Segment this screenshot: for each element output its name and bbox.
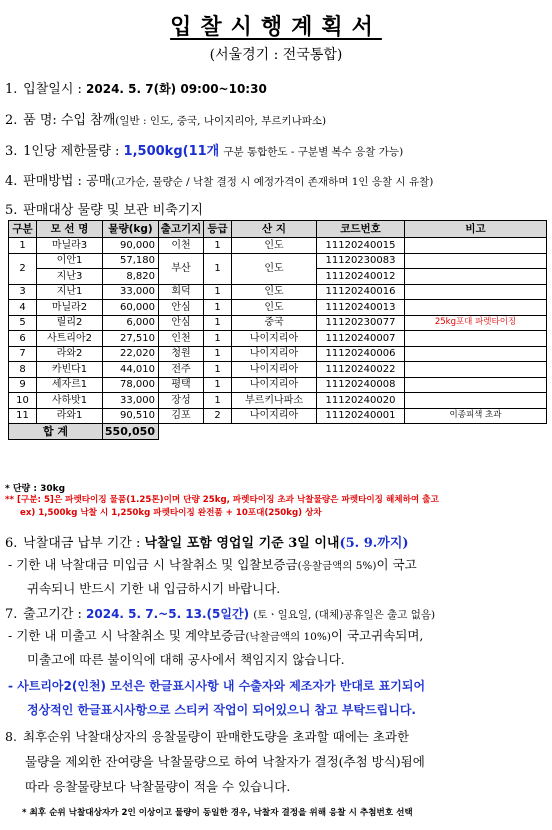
cell-origin: 인도 — [232, 253, 317, 284]
section-8-line3: 따라 응찰물량보다 낙찰물량이 적을 수 있습니다. — [25, 779, 291, 794]
label-notice-line1: - 사트리아2(인천) 모선은 한글표시사항 내 수출자와 제조자가 반대로 표기되어 — [8, 679, 426, 693]
cell-base: 청원 — [159, 346, 204, 362]
unit-weight-note: * 단량 : 30kg — [5, 484, 66, 494]
cell-origin: 나이지리아 — [232, 408, 317, 424]
cell-quantity: 22,020 — [103, 346, 159, 362]
cell-no: 11 — [9, 408, 37, 424]
cell-ship: 세자르1 — [37, 377, 103, 393]
cell-grade: 1 — [204, 346, 232, 362]
cell-note — [405, 346, 547, 362]
cell-origin: 중국 — [232, 315, 317, 331]
cell-no: 10 — [9, 393, 37, 409]
table-total-row — [9, 424, 547, 440]
cell-base: 안심 — [159, 315, 204, 331]
limit-detail: 구분 통합한도 - 구분별 복수 응찰 가능) — [223, 146, 404, 158]
cell-ship: 마닐라2 — [37, 300, 103, 316]
table-row — [9, 377, 547, 393]
footer-note: * 최후 순위 낙찰대상자가 2인 이상이고 물량이 동일한 경우, 낙찰자 결정을 위해 응찰 시 추첨번호 선택 — [22, 808, 413, 818]
cell-note: 이종피색 초과 — [405, 408, 547, 424]
table-row — [9, 253, 547, 269]
palletizing-example: ex) 1,500kg 낙찰 시 1,250kg 파렛타이징 완전품 + 10포대(250kg) 상차 — [20, 508, 322, 518]
header-base: 출고기지 — [159, 221, 204, 238]
cell-no: 5 — [9, 315, 37, 331]
cell-ship: 마닐라3 — [37, 238, 103, 254]
section-8-line1: 최후순위 낙찰대상자의 응찰물량이 판매한도량을 초과할 때에는 초과한 — [22, 729, 410, 744]
item-origins: (일반 : 인도, 중국, 나이지리아, 부르키나파소) — [115, 115, 327, 127]
cell-code: 11120240015 — [317, 238, 405, 254]
section-label: 판매방법 : — [23, 174, 82, 189]
cell-no: 6 — [9, 331, 37, 347]
cell-quantity: 8,820 — [103, 269, 159, 285]
cell-ship: 사하밧1 — [37, 393, 103, 409]
cell-origin: 부르키나파소 — [232, 393, 317, 409]
page-title — [0, 10, 552, 41]
cell-base: 김포 — [159, 408, 204, 424]
cell-grade: 1 — [204, 300, 232, 316]
cell-code: 11120240022 — [317, 362, 405, 378]
table-row — [9, 408, 547, 424]
table-row — [9, 300, 547, 316]
inventory-table — [8, 220, 547, 440]
cell-base: 안심 — [159, 300, 204, 316]
release-warning-text: - 기한 내 미출고 시 낙찰취소 및 계약보증금 — [8, 628, 246, 643]
header-no: 구분 — [9, 221, 37, 238]
cell-quantity: 57,180 — [103, 253, 159, 269]
section-6 — [5, 532, 409, 551]
cell-note — [405, 362, 547, 378]
cell-origin: 인도 — [232, 284, 317, 300]
cell-grade: 1 — [204, 331, 232, 347]
cell-code: 11120230077 — [317, 315, 405, 331]
cell-note — [405, 284, 547, 300]
cell-ship: 지난1 — [37, 284, 103, 300]
cell-code: 11120230083 — [317, 253, 405, 269]
section-label: 출고기간 : — [23, 607, 82, 622]
cell-origin: 나이지리아 — [232, 377, 317, 393]
cell-quantity: 33,000 — [103, 284, 159, 300]
section-label: 판매대상 물량 및 보관 비축기지 — [23, 203, 203, 218]
cell-base: 장성 — [159, 393, 204, 409]
cell-code: 11120240006 — [317, 346, 405, 362]
cell-code: 11120240016 — [317, 284, 405, 300]
table-row — [9, 315, 547, 331]
cell-ship: 라와1 — [37, 408, 103, 424]
section-number: 3. — [5, 144, 18, 159]
cell-no: 4 — [9, 300, 37, 316]
cell-origin: 인도 — [232, 300, 317, 316]
release-warning-tail: 이 국고귀속되며, — [330, 628, 424, 643]
contract-deposit-rate: (낙찰금액의 10%) — [245, 631, 331, 643]
section-8-line2: 물량을 제외한 잔여량을 낙찰물량으로 하여 낙찰자가 결정(추첨 방식)됨에 — [25, 754, 425, 769]
section-number: 1. — [5, 82, 18, 97]
section-7 — [5, 603, 435, 622]
payment-date: (5. 9.까지) — [339, 536, 409, 551]
cell-code: 11120240007 — [317, 331, 405, 347]
cell-grade: 1 — [204, 253, 232, 284]
cell-grade: 1 — [204, 238, 232, 254]
cell-grade: 1 — [204, 362, 232, 378]
cell-note — [405, 331, 547, 347]
section-3 — [5, 140, 403, 159]
cell-code: 11120240012 — [317, 269, 405, 285]
section-label: 입찰일시 : — [23, 82, 82, 97]
cell-ship: 지난3 — [37, 269, 103, 285]
cell-base: 전주 — [159, 362, 204, 378]
section-number: 4. — [5, 174, 18, 189]
sale-method-detail: (고가순, 물량순 / 낙찰 결정 시 예정가격이 존재하며 1인 응찰 시 유찰) — [111, 176, 434, 188]
header-origin: 산 지 — [232, 221, 317, 238]
release-period-detail: (토ㆍ일요일, (대체)공휴일은 출고 없음) — [253, 609, 436, 621]
release-period: 2024. 5. 7.~5. 13.(5일간) — [86, 607, 250, 621]
section-8 — [5, 727, 409, 745]
section-label: 품 명: — [23, 113, 57, 128]
table-row — [9, 393, 547, 409]
cell-note — [405, 300, 547, 316]
cell-quantity: 78,000 — [103, 377, 159, 393]
label-notice-line2: 정상적인 한글표시사항으로 스티커 작업이 되어있으니 참고 부탁드립니다. — [27, 703, 416, 717]
cell-note — [405, 253, 547, 269]
section-label: 1인당 제한물량 : — [23, 144, 120, 159]
section-label: 낙찰대금 납부 기간 : — [23, 536, 141, 551]
payment-deadline: 낙찰일 포함 영업일 기준 3일 이내 — [144, 536, 340, 551]
cell-grade: 1 — [204, 315, 232, 331]
section-number: 5. — [5, 203, 18, 218]
table-row — [9, 362, 547, 378]
table-row — [9, 238, 547, 254]
header-quantity: 물량(kg) — [103, 221, 159, 238]
bid-datetime: 2024. 5. 7(화) 09:00~10:30 — [86, 82, 267, 96]
header-ship: 모 선 명 — [37, 221, 103, 238]
cell-base: 회덕 — [159, 284, 204, 300]
cell-grade: 1 — [204, 284, 232, 300]
cell-code: 11120240013 — [317, 300, 405, 316]
cell-no: 1 — [9, 238, 37, 254]
cell-code: 11120240008 — [317, 377, 405, 393]
cell-origin: 나이지리아 — [232, 331, 317, 347]
cell-quantity: 90,000 — [103, 238, 159, 254]
header-note: 비고 — [405, 221, 547, 238]
cell-quantity: 90,510 — [103, 408, 159, 424]
limit-count: (11개 — [182, 144, 220, 159]
payment-warning — [8, 553, 544, 578]
cell-grade: 2 — [204, 408, 232, 424]
total-label: 합 계 — [9, 424, 103, 440]
cell-grade: 1 — [204, 377, 232, 393]
cell-base: 이천 — [159, 238, 204, 254]
cell-note — [405, 269, 547, 285]
section-2 — [5, 109, 326, 128]
cell-quantity: 27,510 — [103, 331, 159, 347]
cell-note — [405, 377, 547, 393]
item-name: 수입 참깨 — [60, 113, 116, 128]
section-4 — [5, 170, 433, 189]
table-row — [9, 331, 547, 347]
section-number: 2. — [5, 113, 18, 128]
section-1 — [5, 78, 267, 97]
cell-no: 3 — [9, 284, 37, 300]
cell-ship: 사트리아2 — [37, 331, 103, 347]
cell-ship: 이안1 — [37, 253, 103, 269]
cell-quantity: 33,000 — [103, 393, 159, 409]
section-number: 7. — [5, 607, 18, 622]
table-row — [9, 346, 547, 362]
table-header-row — [9, 221, 547, 238]
header-code: 코드번호 — [317, 221, 405, 238]
cell-base: 평택 — [159, 377, 204, 393]
cell-quantity: 60,000 — [103, 300, 159, 316]
cell-no: 8 — [9, 362, 37, 378]
cell-note — [405, 238, 547, 254]
payment-warning-text: - 기한 내 낙찰대금 미입금 시 낙찰취소 및 입찰보증금 — [8, 557, 298, 572]
cell-ship: 카빈다1 — [37, 362, 103, 378]
cell-base: 부산 — [159, 253, 204, 284]
cell-no: 7 — [9, 346, 37, 362]
cell-ship: 라와2 — [37, 346, 103, 362]
cell-origin: 인도 — [232, 238, 317, 254]
cell-origin: 나이지리아 — [232, 362, 317, 378]
cell-code: 11120240020 — [317, 393, 405, 409]
cell-no: 9 — [9, 377, 37, 393]
cell-code: 11120240001 — [317, 408, 405, 424]
cell-grade: 1 — [204, 393, 232, 409]
table-row — [9, 284, 547, 300]
section-5 — [5, 199, 203, 218]
page-subtitle: (서울경기 : 전국통합) — [209, 47, 343, 63]
cell-quantity: 44,010 — [103, 362, 159, 378]
header-grade: 등급 — [204, 221, 232, 238]
section-number: 8. — [5, 729, 17, 744]
cell-origin: 나이지리아 — [232, 346, 317, 362]
title-text: 입찰시행계획서 — [170, 14, 382, 40]
release-warning-line2: 미출고에 따른 불이익에 대해 공사에서 책임지지 않습니다. — [27, 652, 345, 667]
cell-note-palletizing: 25kg포대 파렛타이징 — [405, 315, 547, 331]
cell-note — [405, 393, 547, 409]
cell-ship: 릴리2 — [37, 315, 103, 331]
payment-warning-line2: 귀속되니 반드시 기한 내 입금하시기 바랍니다. — [27, 581, 281, 596]
release-warning — [8, 624, 544, 649]
cell-quantity: 6,000 — [103, 315, 159, 331]
total-blank — [159, 424, 547, 440]
limit-quantity: 1,500kg — [123, 144, 183, 159]
sale-method: 공매 — [86, 174, 112, 189]
cell-base: 인천 — [159, 331, 204, 347]
deposit-rate: (응찰금액의 5%) — [297, 560, 377, 572]
total-quantity: 550,050 — [103, 424, 159, 440]
payment-warning-tail: 이 국고 — [376, 557, 417, 572]
palletizing-note: ** [구분: 5]은 파렛타이징 물품(1.25톤)이며 단량 25kg, 파렛타이징 초과 낙찰물량은 파렛타이징 해체하여 출고 — [5, 495, 439, 505]
section-number: 6. — [5, 536, 18, 551]
cell-no: 2 — [9, 253, 37, 284]
